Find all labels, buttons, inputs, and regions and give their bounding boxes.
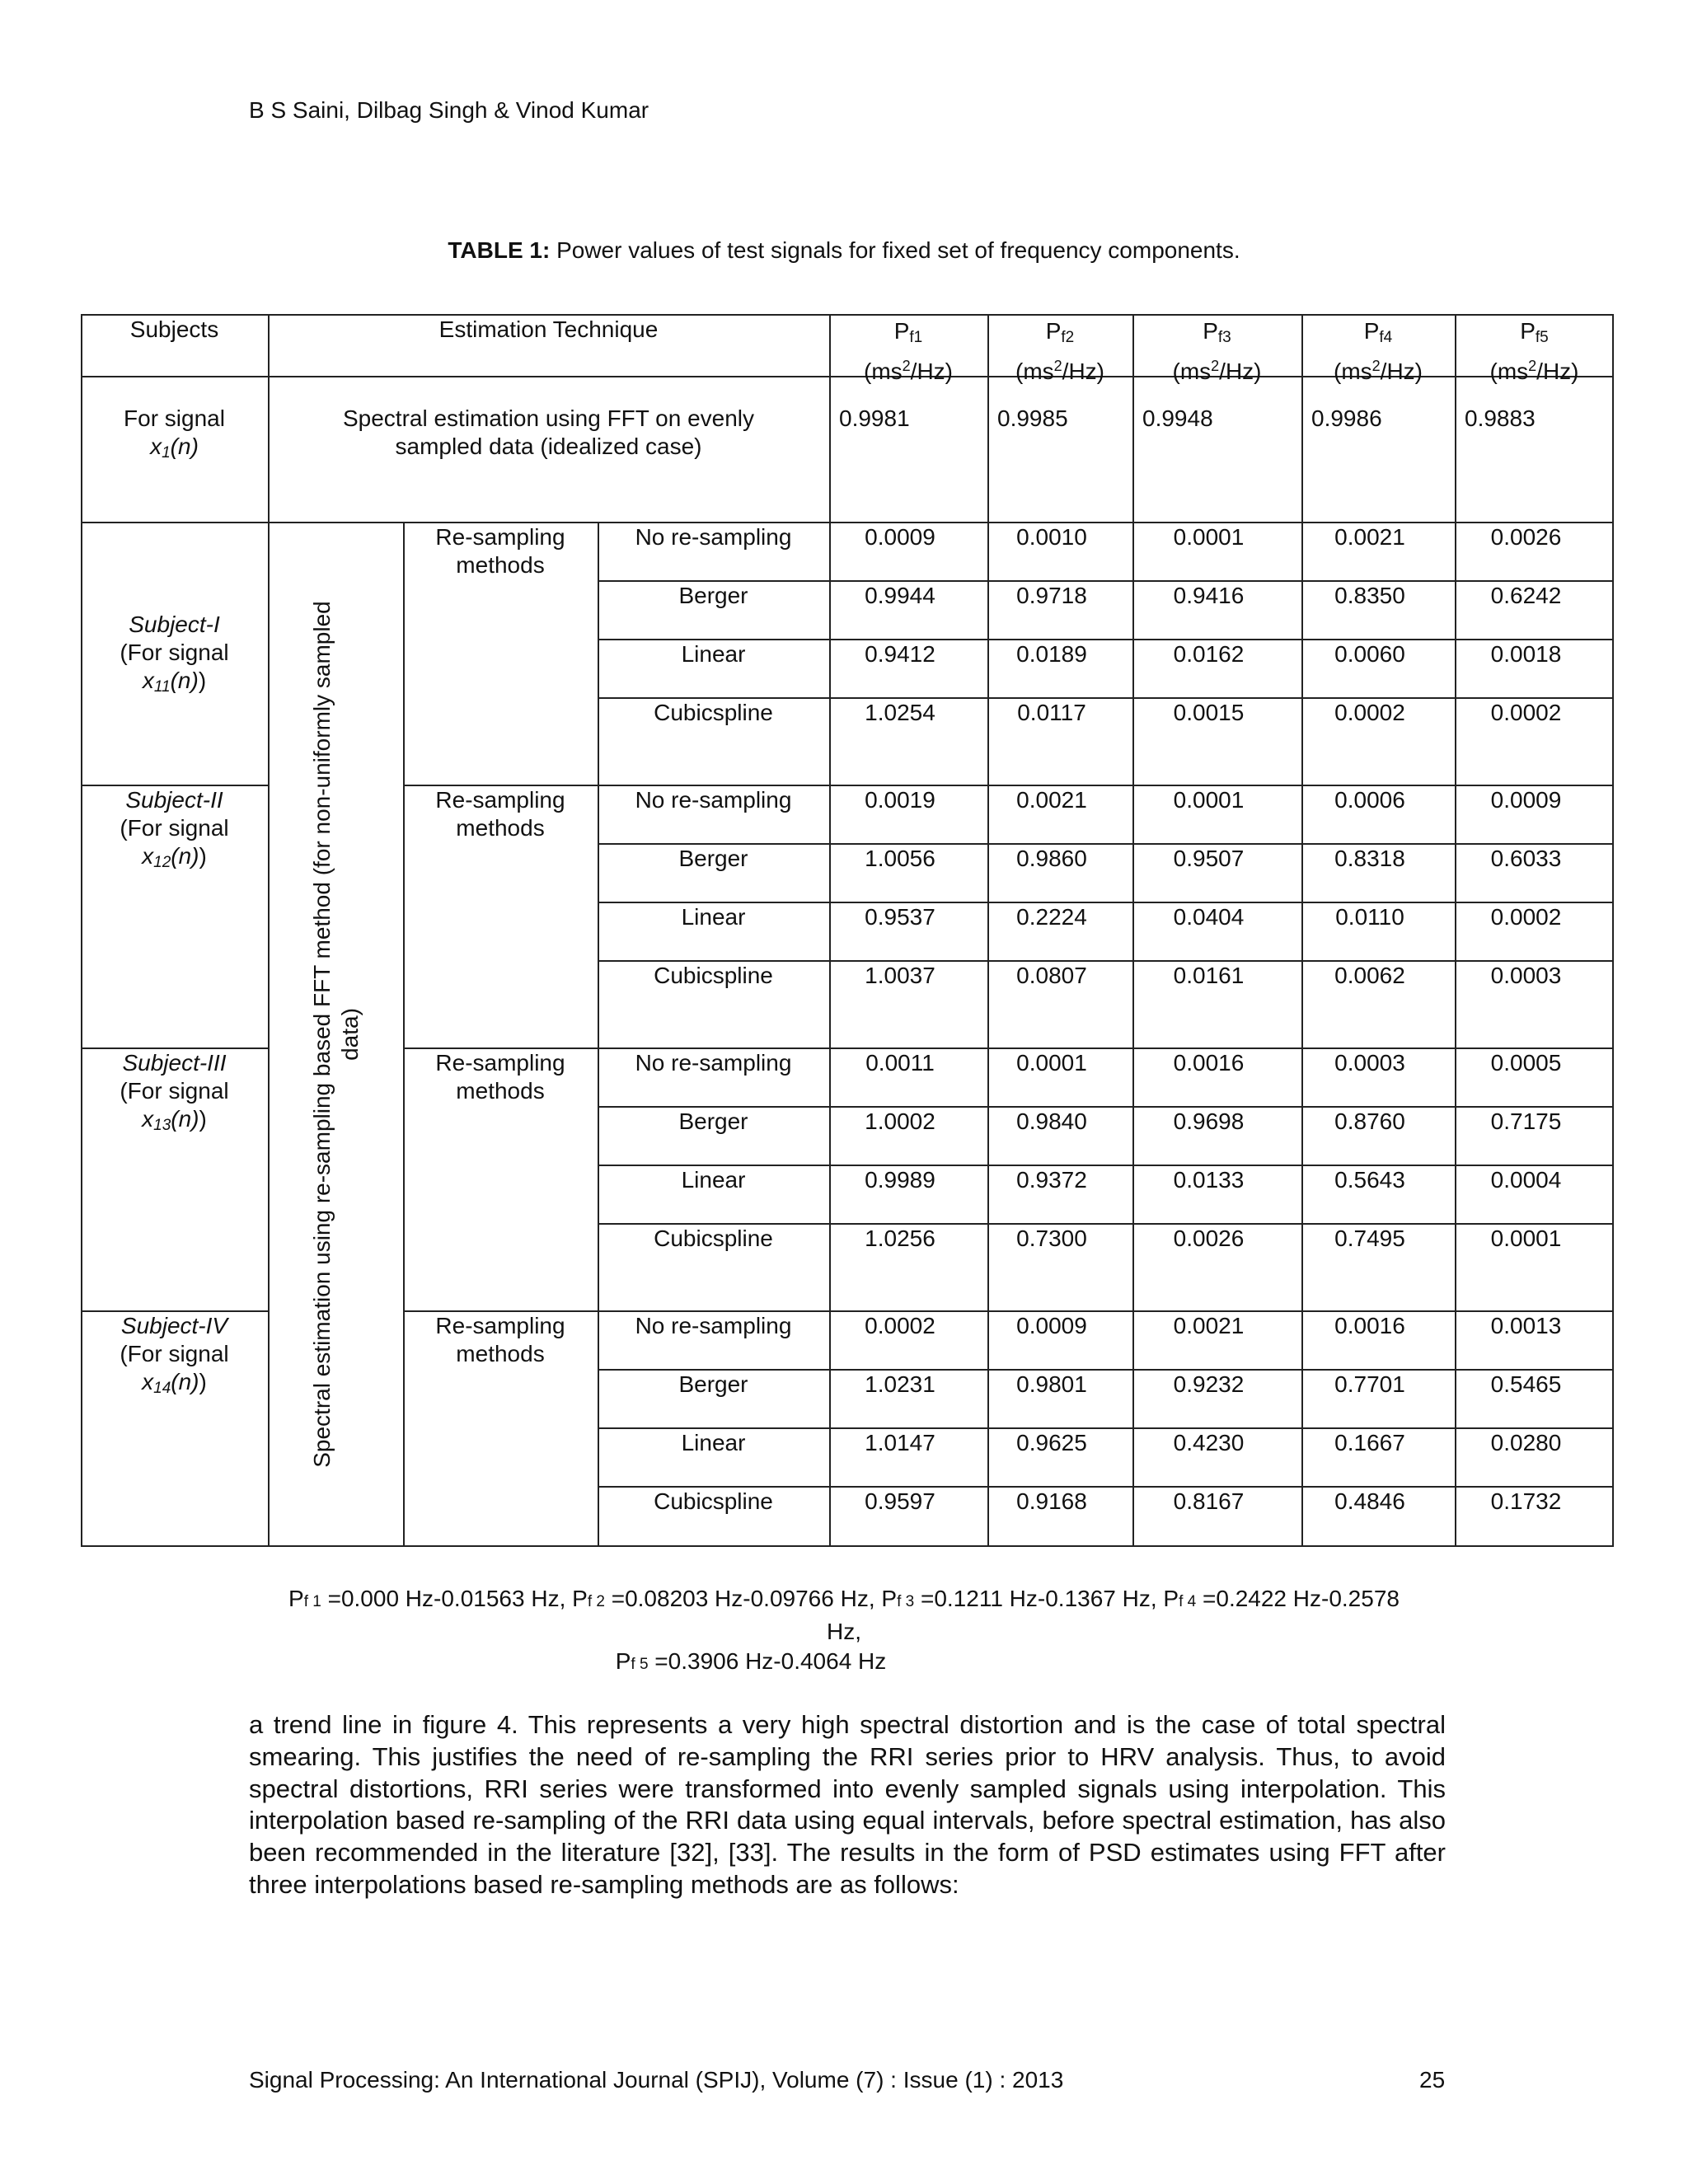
method-2-3: Linear	[681, 904, 746, 930]
value-1-3-2: 0.0189	[1016, 641, 1087, 667]
value-4-1-1: 0.0002	[865, 1313, 935, 1338]
value-2-2-1: 1.0056	[865, 846, 935, 871]
value-4-2-5: 0.5465	[1490, 1371, 1562, 1397]
footer-page-number: 25	[1419, 2067, 1446, 2093]
value-2-3-2: 0.2224	[1016, 904, 1087, 930]
header-power-1: $P_{f1}$ $(ms^2/Hz)$	[864, 318, 953, 384]
value-1-2-2: 0.9718	[1016, 583, 1087, 608]
method-3-4: Cubicspline	[654, 1226, 773, 1251]
header-subjects: Subjects	[129, 316, 219, 342]
table-footnote	[0, 1584, 1688, 1680]
footnote-line-3: Pf 5 =0.3906 Hz-0.4064 Hz	[615, 1648, 887, 1674]
value-3-2-2: 0.9840	[1016, 1108, 1087, 1134]
value-3-3-1: 0.9989	[865, 1167, 935, 1193]
value-1-4-1: 1.0254	[865, 700, 935, 725]
value-4-4-5: 0.1732	[1490, 1488, 1562, 1514]
value-4-3-5: 0.0280	[1490, 1430, 1562, 1455]
value-1-2-3: 0.9416	[1173, 583, 1245, 608]
caption-label: TABLE 1:	[448, 237, 551, 263]
value-1-4-4: 0.0002	[1334, 700, 1405, 725]
value-3-3-4: 0.5643	[1334, 1167, 1405, 1193]
vertical-technique-label: Spectral estimation using re-sampling based FFT method (for non-uniformly sampled data)	[309, 601, 363, 1468]
method-3-1: No re-sampling	[635, 1050, 792, 1076]
value-2-1-1: 0.0019	[865, 787, 935, 813]
value-3-4-3: 0.0026	[1173, 1226, 1245, 1251]
body-paragraph: a trend line in figure 4. This represents a very high spectral distortion and is the case of total spectral smearing. This justifies the need of re-sampling the RRI series prior to HRV analysis. Thus, to avoid spectral distortions, RRI series were transformed into evenly sampled signals using interpolation. This interpolation based re-sampling of the RRI data using equal intervals, before spectral estimation, has also been recommended in the literature [32], [33]. The results in the form of PSD estimates using FFT after three interpolations based re-sampling methods are as follows:	[249, 1710, 1446, 1899]
col-rule-power-8	[1455, 314, 1456, 1547]
running-header: B S Saini, Dilbag Singh & Vinod Kumar	[249, 97, 649, 123]
value-4-1-4: 0.0016	[1334, 1313, 1405, 1338]
value-3-4-1: 1.0256	[865, 1226, 935, 1251]
col-rule-subjects	[268, 314, 270, 1547]
value-3-2-5: 0.7175	[1490, 1108, 1562, 1134]
value-1-1-1: 0.0009	[865, 524, 935, 550]
value-1-2-1: 0.9944	[865, 583, 935, 608]
value-4-3-2: 0.9625	[1016, 1430, 1087, 1455]
col-rule-vertical-label	[403, 522, 405, 1547]
value-1-1-5: 0.0026	[1490, 524, 1562, 550]
method-4-2: Berger	[678, 1371, 748, 1397]
ideal-value-3: 0.9948	[1142, 405, 1213, 431]
value-3-3-2: 0.9372	[1016, 1167, 1087, 1193]
value-4-4-3: 0.8167	[1173, 1488, 1245, 1514]
value-2-3-4: 0.0110	[1335, 904, 1404, 930]
value-1-2-5: 0.6242	[1490, 583, 1562, 608]
col-rule-method	[829, 314, 831, 1547]
value-3-1-2: 0.0001	[1016, 1050, 1087, 1076]
fn-p3: Pf 3 =0.1211 Hz-0.1367 Hz,	[881, 1586, 1164, 1611]
method-4-4: Cubicspline	[654, 1488, 773, 1514]
value-2-3-3: 0.0404	[1173, 904, 1245, 930]
value-3-2-3: 0.9698	[1173, 1108, 1245, 1134]
method-4-3: Linear	[681, 1430, 746, 1455]
footnote-line-1	[0, 1584, 1688, 1617]
method-1-3: Linear	[681, 641, 746, 667]
value-4-3-4: 0.1667	[1334, 1430, 1405, 1455]
value-3-1-3: 0.0016	[1173, 1050, 1245, 1076]
value-4-1-5: 0.0013	[1490, 1313, 1562, 1338]
value-4-2-4: 0.7701	[1334, 1371, 1405, 1397]
method-1-4: Cubicspline	[654, 700, 773, 725]
value-4-2-2: 0.9801	[1016, 1371, 1087, 1397]
method-3-2: Berger	[678, 1108, 748, 1134]
value-3-1-1: 0.0011	[865, 1050, 935, 1076]
fn-p2: Pf 2 =0.08203 Hz-0.09766 Hz,	[572, 1586, 882, 1611]
value-2-1-5: 0.0009	[1490, 787, 1562, 813]
value-4-3-3: 0.4230	[1173, 1430, 1245, 1455]
value-4-4-1: 0.9597	[865, 1488, 935, 1514]
header-power-4: $P_{f4}$ $(ms^2/Hz)$	[1334, 318, 1423, 384]
value-2-2-4: 0.8318	[1334, 846, 1405, 871]
ideal-value-1: 0.9981	[839, 405, 910, 431]
value-3-3-5: 0.0004	[1490, 1167, 1562, 1193]
value-1-3-1: 0.9412	[865, 641, 935, 667]
fn-p1: Pf 1 =0.000 Hz-0.01563 Hz,	[288, 1586, 573, 1611]
value-2-4-4: 0.0062	[1334, 963, 1405, 988]
value-4-2-1: 1.0231	[865, 1371, 935, 1397]
value-2-2-3: 0.9507	[1173, 846, 1245, 871]
subject-label-4: Subject-IV (For signal $x_{14}(n)$)	[120, 1313, 229, 1397]
footnote-line-2: Hz,	[827, 1619, 861, 1644]
value-1-2-4: 0.8350	[1334, 583, 1405, 608]
value-3-4-4: 0.7495	[1334, 1226, 1405, 1251]
header-power-2: $P_{f2}$ $(ms^2/Hz)$	[1015, 318, 1104, 384]
value-3-4-2: 0.7300	[1016, 1226, 1087, 1251]
table-border-bottom	[81, 1545, 1614, 1547]
value-1-4-5: 0.0002	[1490, 700, 1562, 725]
ideal-technique: Spectral estimation using FFT on evenly sampled data (idealized case)	[342, 405, 755, 459]
resampling-label-4: Re-sampling methods	[435, 1313, 565, 1366]
value-1-3-5: 0.0018	[1490, 641, 1562, 667]
subject-label-3: Subject-III (For signal $x_{13}(n)$)	[120, 1050, 229, 1134]
method-4-1: No re-sampling	[635, 1313, 792, 1338]
value-1-1-2: 0.0010	[1016, 524, 1087, 550]
resampling-label-1: Re-sampling methods	[435, 524, 565, 578]
value-3-3-3: 0.0133	[1173, 1167, 1245, 1193]
ideal-subject: For signal $x_1(n)$	[124, 405, 225, 462]
table-border-right	[1612, 314, 1614, 1547]
value-2-4-5: 0.0003	[1490, 963, 1562, 988]
value-3-2-1: 1.0002	[865, 1108, 935, 1134]
value-1-3-3: 0.0162	[1173, 641, 1245, 667]
value-2-4-1: 1.0037	[865, 963, 935, 988]
header-power-3: $P_{f3}$ $(ms^2/Hz)$	[1172, 318, 1262, 384]
value-4-2-3: 0.9232	[1173, 1371, 1245, 1397]
footer-journal: Signal Processing: An International Journal (SPIJ), Volume (7) : Issue (1) : 2013	[249, 2067, 1064, 2093]
value-4-4-2: 0.9168	[1016, 1488, 1087, 1514]
value-1-4-3: 0.0015	[1173, 700, 1245, 725]
method-1-2: Berger	[678, 583, 748, 608]
value-3-2-4: 0.8760	[1334, 1108, 1405, 1134]
col-rule-power-5	[987, 314, 989, 1547]
ideal-value-4: 0.9986	[1311, 405, 1382, 431]
col-rule-power-7	[1301, 314, 1303, 1547]
value-4-1-3: 0.0021	[1173, 1313, 1245, 1338]
value-3-1-4: 0.0003	[1334, 1050, 1405, 1076]
method-2-2: Berger	[678, 846, 748, 871]
value-4-3-1: 1.0147	[865, 1430, 935, 1455]
resampling-label-3: Re-sampling methods	[435, 1050, 565, 1104]
value-4-4-4: 0.4846	[1334, 1488, 1405, 1514]
subject-label-1: Subject-I (For signal $x_{11}(n)$)	[120, 612, 229, 696]
value-1-3-4: 0.0060	[1334, 641, 1405, 667]
value-2-1-3: 0.0001	[1173, 787, 1245, 813]
value-2-2-2: 0.9860	[1016, 846, 1087, 871]
value-3-1-5: 0.0005	[1490, 1050, 1562, 1076]
method-3-3: Linear	[681, 1167, 746, 1193]
fn-p4: Pf 4 =0.2422 Hz-0.2578	[1163, 1586, 1400, 1611]
value-2-3-1: 0.9537	[865, 904, 935, 930]
value-2-1-2: 0.0021	[1016, 787, 1087, 813]
method-2-4: Cubicspline	[654, 963, 773, 988]
value-1-1-3: 0.0001	[1173, 524, 1245, 550]
value-2-2-5: 0.6033	[1490, 846, 1562, 871]
value-1-1-4: 0.0021	[1334, 524, 1405, 550]
resampling-label-2: Re-sampling methods	[435, 787, 565, 841]
caption-text: Power values of test signals for fixed set of frequency components.	[550, 237, 1240, 263]
subject-label-2: Subject-II (For signal $x_{12}(n)$)	[120, 787, 229, 871]
header-power-5: $P_{f5}$ $(ms^2/Hz)$	[1489, 318, 1579, 384]
value-2-1-4: 0.0006	[1334, 787, 1405, 813]
power-table	[81, 314, 1614, 1547]
col-rule-power-6	[1132, 314, 1134, 1547]
value-2-4-3: 0.0161	[1173, 963, 1245, 988]
value-3-4-5: 0.0001	[1490, 1226, 1562, 1251]
method-2-1: No re-sampling	[635, 787, 792, 813]
ideal-value-2: 0.9985	[997, 405, 1068, 431]
value-4-1-2: 0.0009	[1016, 1313, 1087, 1338]
method-1-1: No re-sampling	[635, 524, 792, 550]
value-2-4-2: 0.0807	[1016, 963, 1087, 988]
ideal-value-5: 0.9883	[1465, 405, 1536, 431]
value-1-4-2: 0.0117	[1017, 700, 1086, 725]
table-caption	[0, 237, 1688, 264]
header-estimation-technique: Estimation Technique	[438, 316, 659, 342]
value-2-3-5: 0.0002	[1490, 904, 1562, 930]
